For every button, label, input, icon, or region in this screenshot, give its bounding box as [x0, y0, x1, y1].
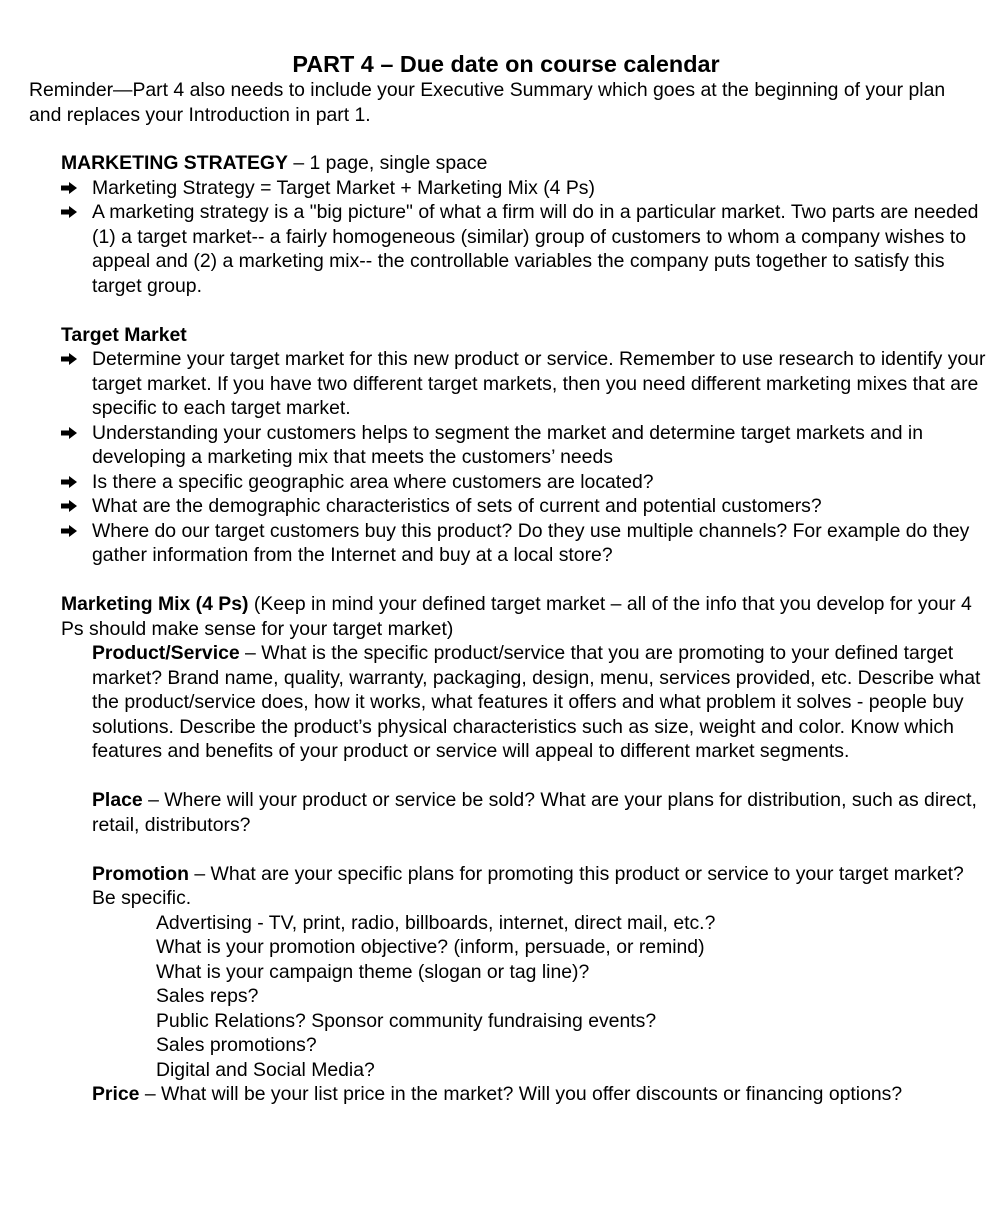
arrow-bullet-icon — [61, 353, 77, 365]
list-item: What is your promotion objective? (inform, persuade, or remind) — [156, 936, 705, 958]
list-item: Sales reps? — [156, 985, 259, 1007]
marketing-strategy-heading-line — [61, 151, 986, 176]
marketing-strategy-bullets — [61, 176, 986, 299]
list-item: Sales promotions? — [156, 1034, 317, 1056]
target-market-bullets — [61, 347, 986, 568]
list-item: Is there a specific geographic area where customers are located? — [61, 470, 986, 495]
arrow-bullet-icon — [61, 476, 77, 488]
price-label: Price — [92, 1083, 140, 1105]
promotion-items — [61, 911, 986, 1083]
target-market-heading: Target Market — [61, 323, 187, 346]
marketing-mix-intro: Marketing Mix (4 Ps) (Keep in mind your defined target market – all of the info that you develop for your 4 Ps should make sense for your target market) — [61, 593, 972, 640]
list-item: Understanding your customers helps to segment the market and determine target markets and in developing a marketing mix that meets the customers’ needs — [61, 421, 986, 470]
list-item: Digital and Social Media? — [156, 1058, 375, 1081]
list-item: A marketing strategy is a "big picture" of what a firm will do in a particular market. Two parts are needed (1) a target market-- a fairly homogeneous (similar) group of customers to whom a company wishes to appeal and (2) a marketing mix-- the controllable variables the company puts together to satisfy this target group. — [61, 200, 986, 298]
arrow-bullet-icon — [61, 427, 77, 439]
place-label: Place — [92, 789, 143, 811]
promotion-paragraph: Promotion – What are your specific plans for promoting this product or service to your target market? Be specific. — [92, 862, 964, 909]
list-item: Public Relations? Sponsor community fundraising events? — [156, 1009, 657, 1032]
price-paragraph: Price – What will be your list price in the market? Will you offer discounts or financing options? — [92, 1083, 903, 1105]
arrow-bullet-icon — [61, 500, 77, 512]
marketing-mix-heading: Marketing Mix (4 Ps) — [61, 593, 249, 615]
list-item: Determine your target market for this new product or service. Remember to use research to identify your target market. If you have two different target markets, then you need different marketing mixes that are specific to each target market. — [61, 347, 986, 421]
marketing-strategy-section — [61, 151, 986, 1107]
marketing-strategy-note: – 1 page, single space — [287, 152, 488, 174]
marketing-strategy-heading: MARKETING STRATEGY — [61, 152, 288, 174]
page-title: PART 4 – Due date on course calendar — [292, 51, 720, 77]
promotion-label: Promotion — [92, 862, 189, 885]
list-item: Where do our target customers buy this product? Do they use multiple channels? For example do they gather information from the Internet and buy at a local store? — [61, 519, 986, 568]
arrow-bullet-icon — [61, 525, 77, 537]
list-item: Advertising - TV, print, radio, billboards, internet, direct mail, etc.? — [156, 911, 716, 934]
list-item: What are the demographic characteristics of sets of current and potential customers? — [61, 494, 986, 519]
arrow-bullet-icon — [61, 206, 77, 218]
product-label: Product/Service — [92, 642, 240, 664]
place-paragraph: Place – Where will your product or service be sold? What are your plans for distribution, such as direct, retail, distributors? — [92, 789, 977, 836]
product-paragraph: Product/Service – What is the specific product/service that you are promoting to your defined target market? Brand name, quality, warranty, packaging, design, menu, services provided, etc. Describe what the product/service does, how it works, what features it offers and what problem it solves - people buy solutions. Describe the product’s physical characteristics such as size, weight and color. Know which features and benefits of your product or service will appeal to different market segments. — [92, 642, 981, 762]
reminder-paragraph: Reminder—Part 4 also needs to include your Executive Summary which goes at the beginning of your plan and replaces your Introduction in part 1. — [29, 79, 946, 126]
arrow-bullet-icon — [61, 182, 77, 194]
list-item: Marketing Strategy = Target Market + Marketing Mix (4 Ps) — [61, 176, 986, 201]
list-item: What is your campaign theme (slogan or tag line)? — [156, 960, 590, 983]
